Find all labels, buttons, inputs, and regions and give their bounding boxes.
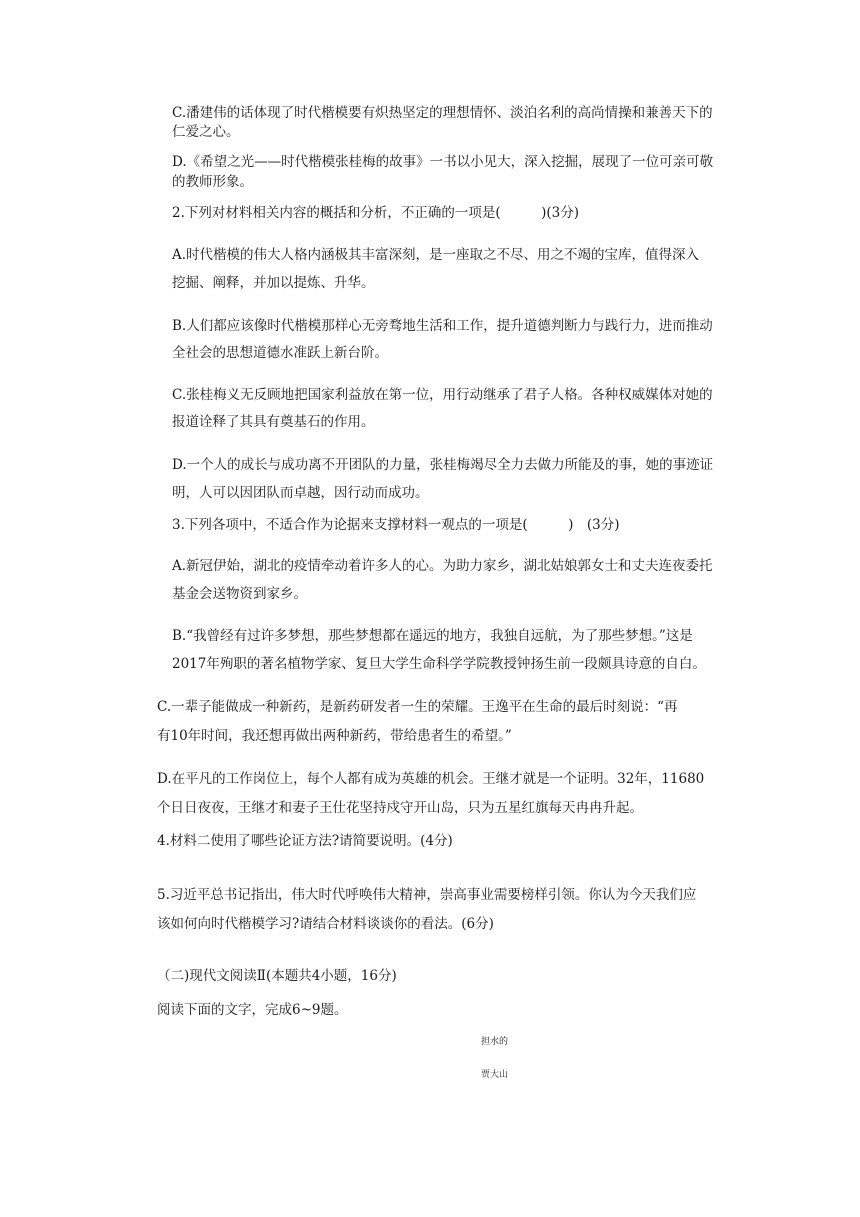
q1-option-d-line2: 的教师形象。 <box>172 174 253 190</box>
q1-option-d-line1: D.《希望之光——时代楷模张桂梅的故事》一书以小见大，深入挖掘，展现了一位可亲可敬 <box>172 154 714 170</box>
q3-option-c-line1: C.一辈子能做成一种新药，是新药研发者一生的荣耀。王逸平在生命的最后时刻说：“再 <box>157 699 678 715</box>
q5-question-line1: 5.习近平总书记指出，伟大时代呼唤伟大精神，崇高事业需要榜样引领。你认为今天我们应 <box>157 887 697 903</box>
q2-stem: 2.下列对材料相关内容的概括和分析，不正确的一项是( )(3分) <box>172 205 580 221</box>
q3-option-a-line2: 基金会送物资到家乡。 <box>172 586 307 602</box>
q1-option-c-line1: C.潘建伟的话体现了时代楷模要有炽热坚定的理想情怀、淡泊名利的高尚情操和兼善天下的 <box>172 105 713 121</box>
q2-option-d-line1: D.一个人的成长与成功离不开团队的力量，张桂梅竭尽全力去做力所能及的事，她的事迹证 <box>172 457 714 473</box>
q3-option-b-line2: 2017年殉职的著名植物学家、复旦大学生命科学学院教授钟扬生前一段颇具诗意的自白。 <box>172 656 706 672</box>
q2-option-a-line1: A.时代楷模的伟大人格内涵极其丰富深刻，是一座取之不尽、用之不竭的宝库，值得深入 <box>172 247 700 263</box>
q3-option-b-line1: B.“我曾经有过许多梦想，那些梦想都在遥远的地方，我独自远航，为了那些梦想。”这是 <box>172 628 693 644</box>
q2-option-d-line2: 明，人可以因团队而卓越，因行动而成功。 <box>172 485 429 501</box>
q2-option-b-line1: B.人们都应该像时代楷模那样心无旁骛地生活和工作，提升道德判断力与践行力，进而推动 <box>172 318 713 334</box>
q2-option-a-line2: 挖掘、阐释，并加以提炼、升华。 <box>172 275 375 291</box>
q3-option-c-line2: 有10年时间，我还想再做出两种新药，带给患者生的希望。” <box>157 728 512 744</box>
q2-option-c-line2: 报道诠释了其具有奠基石的作用。 <box>172 414 375 430</box>
q4-question: 4.材料二使用了哪些论证方法?请简要说明。(4分) <box>157 833 453 849</box>
q3-option-a-line1: A.新冠伊始，湖北的疫情牵动着许多人的心。为助力家乡，湖北姑娘郭女士和丈夫连夜委托 <box>172 558 713 574</box>
article-author: 贾大山 <box>481 1070 509 1080</box>
q5-question-line2: 该如何向时代楷模学习?请结合材料谈谈你的看法。(6分) <box>157 916 494 932</box>
article-title: 担水的 <box>481 1037 509 1047</box>
q3-option-d-line1: D.在平凡的工作岗位上，每个人都有成为英雄的机会。王继才就是一个证明。32年，11680 <box>157 771 705 787</box>
q3-stem: 3.下列各项中，不适合作为论据来支撑材料一观点的一项是( ) (3分) <box>172 517 620 533</box>
section-title: （二)现代文阅读Ⅱ(本题共4小题，16分) <box>157 968 397 984</box>
reading-instruction: 阅读下面的文字，完成6~9题。 <box>157 1002 348 1018</box>
q2-option-b-line2: 全社会的思想道德水准跃上新台阶。 <box>172 345 388 361</box>
q2-option-c-line1: C.张桂梅义无反顾地把国家利益放在第一位，用行动继承了君子人格。各种权威媒体对她的 <box>172 387 713 403</box>
q1-option-c-line2: 仁爱之心。 <box>172 124 240 140</box>
q3-option-d-line2: 个日日夜夜，王继才和妻子王仕花坚持戍守开山岛，只为五星红旗每天冉冉升起。 <box>157 800 643 816</box>
